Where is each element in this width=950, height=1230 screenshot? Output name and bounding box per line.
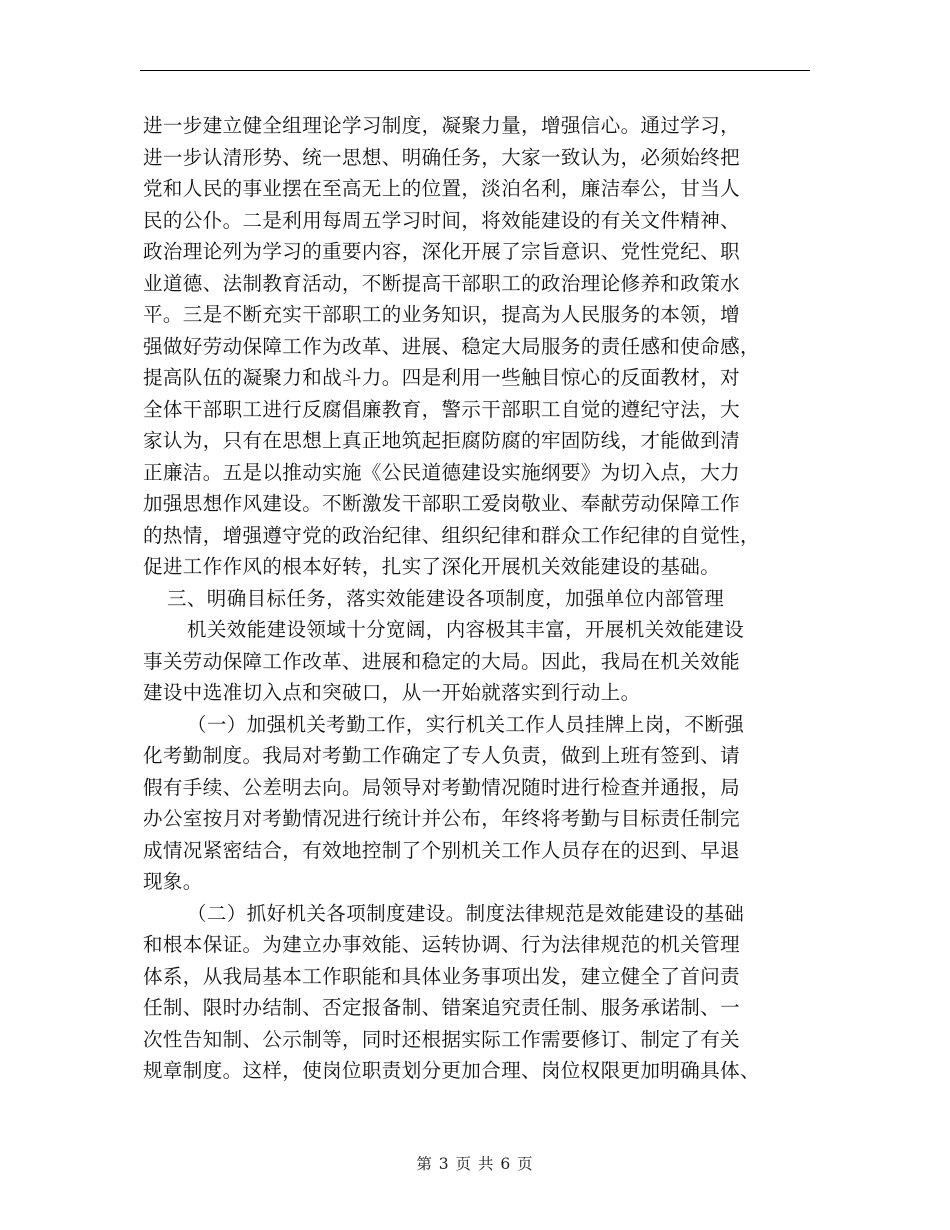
- text-line: 业道德、法制教育活动，不断提高干部职工的政治理论修养和政策水: [143, 271, 741, 295]
- text-line: 平。三是不断充实干部职工的业务知识，提高为人民服务的本领，增: [143, 303, 741, 326]
- text-line: 办公室按月对考勤情况进行统计并公布，年终将考勤与目标责任制完: [143, 807, 741, 830]
- text-line: 任制、限时办结制、否定报备制、错案追究责任制、服务承诺制、一: [143, 996, 741, 1019]
- text-line: 民的公仆。二是利用每周五学习时间，将效能建设的有关文件精神、: [143, 208, 741, 232]
- text-line: 现象。: [143, 870, 203, 893]
- text-line: 假有手续、公差明去向。局领导对考勤情况随时进行检查并通报，局: [143, 775, 741, 799]
- text-line: 提高队伍的凝聚力和战斗力。四是利用一些触目惊心的反面教材，对: [143, 366, 741, 389]
- text-line: 成情况紧密结合，有效地控制了个别机关工作人员存在的迟到、早退: [143, 838, 741, 862]
- text-line: 体系，从我局基本工作职能和具体业务事项出发，建立健全了首问责: [143, 964, 741, 988]
- text-line: 化考勤制度。我局对考勤工作确定了专人负责，做到上班有签到、请: [143, 744, 741, 767]
- text-line: 事关劳动保障工作改革、进展和稳定的大局。因此，我局在机关效能: [143, 649, 741, 673]
- text-line: 的热情，增强遵守党的政治纪律、组织纪律和群众工作纪律的自觉性，: [143, 523, 760, 547]
- text-line: （二）抓好机关各项制度建设。制度法律规范是效能建设的基础: [187, 901, 745, 925]
- text-line: 促进工作作风的根本好转，扎实了深化开展机关效能建设的基础。: [143, 555, 721, 578]
- text-line: 进一步认清形势、统一思想、明确任务，大家一致认为，必须始终把: [143, 145, 741, 169]
- page-footer: 第 3 页 共 6 页: [416, 1155, 534, 1173]
- text-line: 建设中选准切入点和突破口，从一开始就落实到行动上。: [143, 681, 641, 704]
- text-line: 政治理论列为学习的重要内容，深化开展了宗旨意识、党性党纪、职: [143, 240, 741, 263]
- text-line: 规章制度。这样，使岗位职责划分更加合理、岗位权限更加明确具体、: [143, 1059, 760, 1082]
- text-line: 加强思想作风建设。不断激发干部职工爱岗敬业、奉献劳动保障工作: [143, 492, 741, 515]
- text-line: 正廉洁。五是以推动实施《公民道德建设实施纲要》为切入点，大力: [143, 460, 741, 484]
- text-line: 机关效能建设领域十分宽阔，内容极其丰富，开展机关效能建设: [187, 618, 745, 641]
- text-line: 家认为，只有在思想上真正地筑起拒腐防腐的牢固防线，才能做到清: [143, 429, 741, 452]
- body-text: [143, 110, 807, 1087]
- text-line: 党和人民的事业摆在至高无上的位置，淡泊名利，廉洁奉公，甘当人: [143, 177, 741, 200]
- text-line: （一）加强机关考勤工作，实行机关工作人员挂牌上岗，不断强: [187, 712, 745, 736]
- text-line: 三、明确目标任务，落实效能建设各项制度，加强单位内部管理: [167, 586, 725, 610]
- text-line: 全体干部职工进行反腐倡廉教育，警示干部职工自觉的遵纪守法，大: [143, 397, 741, 421]
- text-line: 次性告知制、公示制等，同时还根据实际工作需要修订、制定了有关: [143, 1027, 741, 1051]
- text-line: 强做好劳动保障工作为改革、进展、稳定大局服务的责任感和使命感，: [143, 334, 760, 358]
- text-line: 进一步建立健全组理论学习制度，凝聚力量，增强信心。通过学习，: [143, 114, 741, 137]
- text-line: 和根本保证。为建立办事效能、运转协调、行为法律规范的机关管理: [143, 933, 741, 956]
- header-rule: [140, 70, 810, 71]
